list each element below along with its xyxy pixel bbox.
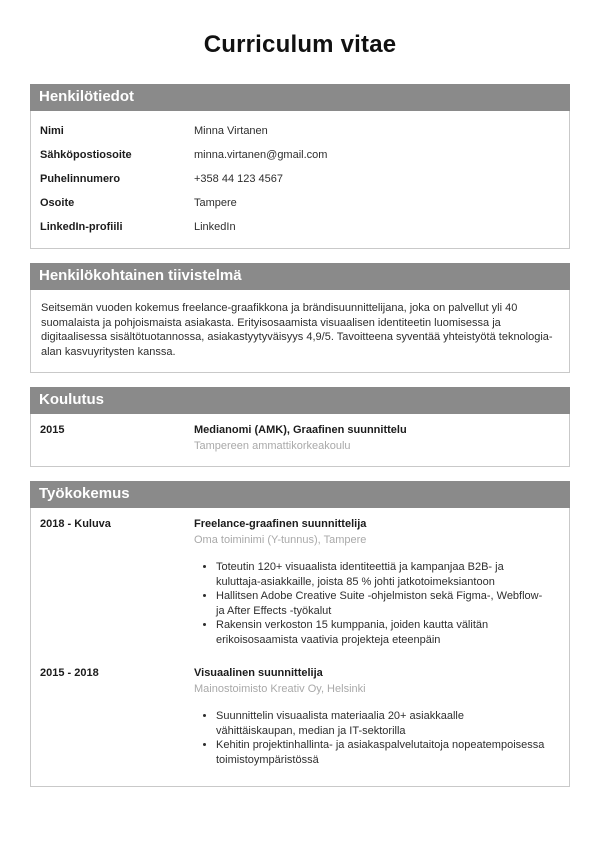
section-experience-header: Työkokemus <box>30 481 570 508</box>
section-summary <box>30 263 570 373</box>
field-value-linkedin: LinkedIn <box>194 221 236 233</box>
experience-bullet: • Toteutin 120+ visuaalista identiteettiä ja kampanjaa B2B- ja kuluttaja-asiakkaille, joista 85 % johti jatkotoimeksiantoon <box>216 560 560 589</box>
summary-text: Seitsemän vuoden kokemus freelance-graafikkona ja brändisuunnittelijana, joka on palvellut yli 40 suomalaista ja pohjoismaista asiakasta. Erityisosaamista visuaalisen identiteetin luomisessa ja digitaalisessa sisältötuotannossa, asiakastyytyväisyys 4,9/5. Tavoitteena syventää yhteistyötä teknologia-alan kasvuyritysten kanssa. <box>41 302 553 358</box>
info-row-linkedin <box>40 215 560 239</box>
experience-bullet-list <box>194 560 560 647</box>
experience-period: 2018 - Kuluva <box>40 518 111 530</box>
section-summary-header: Henkilökohtainen tiivistelmä <box>30 263 570 290</box>
cv-content <box>30 59 570 787</box>
field-label-address: Osoite <box>40 197 75 209</box>
experience-bullet-list <box>194 709 560 767</box>
field-label-linkedin: LinkedIn-profiili <box>40 221 123 233</box>
experience-company: Mainostoimisto Kreativ Oy, Helsinki <box>194 683 366 695</box>
education-box <box>30 414 570 467</box>
education-institution: Tampereen ammattikorkeakoulu <box>194 440 351 452</box>
section-personal <box>30 84 570 249</box>
field-label-phone: Puhelinnumero <box>40 173 121 185</box>
experience-bullet: • Rakensin verkoston 15 kumppania, joiden kautta välitän erikoisosaamista vaativia projekteja eteenpäin <box>216 618 560 647</box>
experience-bullet: • Suunnittelin visuaalista materiaalia 20+ asiakkaalle vähittäiskaupan, median ja IT-sektorilla <box>216 709 560 738</box>
info-row-email <box>40 143 560 167</box>
field-value-phone: +358 44 123 4567 <box>194 173 284 185</box>
section-education <box>30 387 570 467</box>
field-value-email: minna.virtanen@gmail.com <box>194 149 328 161</box>
experience-details <box>194 516 560 655</box>
experience-role: Visuaalinen suunnittelija <box>194 667 323 679</box>
info-row-address <box>40 191 560 215</box>
education-period: 2015 <box>40 424 65 436</box>
education-entry <box>40 422 560 454</box>
field-label-email: Sähköpostiosoite <box>40 149 132 161</box>
section-personal-header: Henkilötiedot <box>30 84 570 111</box>
info-row-phone <box>40 167 560 191</box>
experience-entry-current <box>40 516 560 655</box>
page-title: Curriculum vitae <box>203 31 397 58</box>
experience-bullet: • Hallitsen Adobe Creative Suite -ohjelmiston sekä Figma-, Webflow- ja After Effects -työkalut <box>216 589 560 618</box>
section-experience <box>30 481 570 787</box>
personal-info-box <box>30 111 570 249</box>
info-row-name <box>40 119 560 143</box>
experience-company: Oma toiminimi (Y-tunnus), Tampere <box>194 534 367 546</box>
experience-period: 2015 - 2018 <box>40 667 99 679</box>
field-value-name: Minna Virtanen <box>194 125 268 137</box>
experience-role: Freelance-graafinen suunnittelija <box>194 518 367 530</box>
experience-entry-previous <box>40 665 560 775</box>
education-degree: Medianomi (AMK), Graafinen suunnittelu <box>194 424 407 436</box>
experience-details <box>194 665 560 775</box>
experience-bullet: • Kehitin projektinhallinta- ja asiakaspalvelutaitoja nopeatempoisessa toimistoympäristössä <box>216 738 560 767</box>
experience-box <box>30 508 570 787</box>
field-label-name: Nimi <box>40 125 64 137</box>
education-details <box>194 422 560 454</box>
summary-box <box>30 290 570 373</box>
section-education-header: Koulutus <box>30 387 570 414</box>
field-value-address: Tampere <box>194 197 237 209</box>
